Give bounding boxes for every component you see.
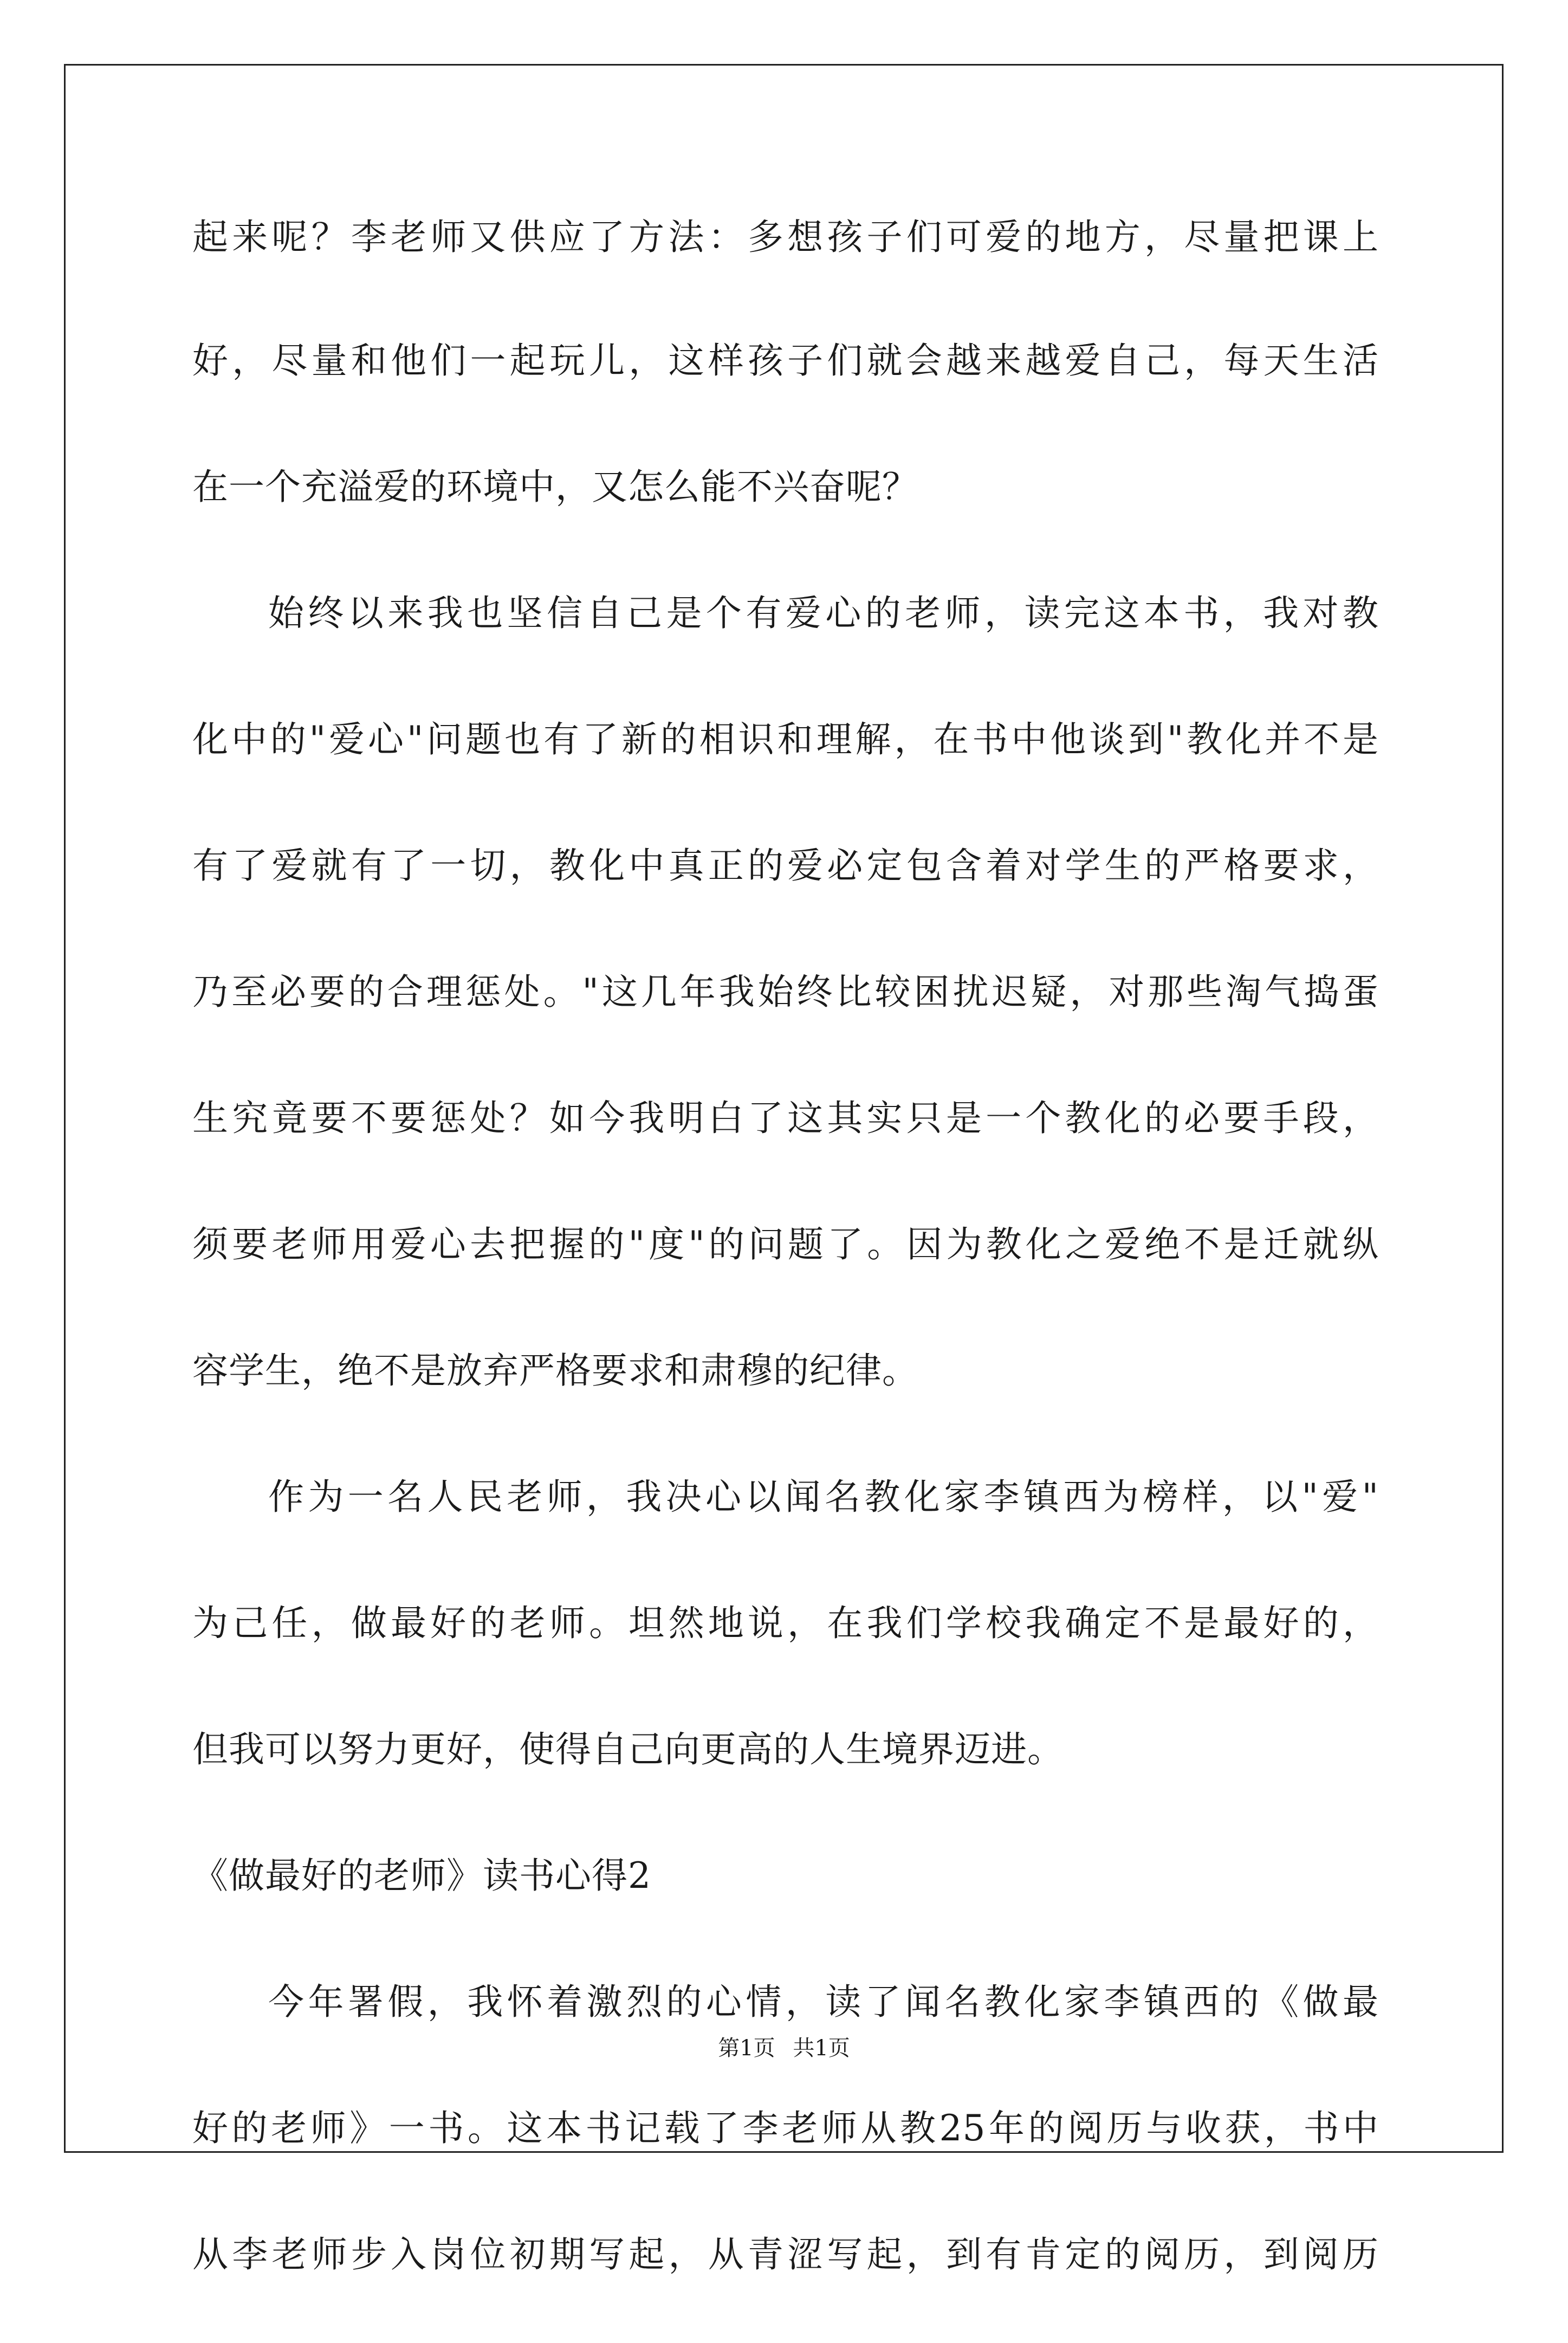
text-line: 在一个充溢爱的环境中，又怎么能不兴奋呢？	[192, 466, 918, 508]
text-line: 今年署假，我怀着激烈的心情，读了闻名教化家李镇西的《做最	[268, 1981, 1379, 2023]
text-line: 容学生，绝不是放弃严格要求和肃穆的纪律。	[192, 1350, 918, 1391]
text-line: 但我可以努力更好，使得自己向更高的人生境界迈进。	[192, 1729, 1064, 1770]
text-line: 须要老师用爱心去把握的"度"的问题了。因为教化之爱绝不是迁就纵	[192, 1224, 1379, 1265]
page-footer	[0, 2031, 1568, 2062]
section-heading: 《做最好的老师》读书心得2	[192, 1855, 651, 1897]
page-total: 共1页	[793, 2036, 850, 2061]
document-body	[192, 199, 1379, 2343]
text-line: 始终以来我也坚信自己是个有爱心的老师，读完这本书，我对教	[268, 592, 1379, 634]
text-line: 作为一名人民老师，我决心以闻名教化家李镇西为榜样，以"爱"	[268, 1476, 1379, 1518]
text-line: 有了爱就有了一切，教化中真正的爱必定包含着对学生的严格要求，	[192, 845, 1379, 886]
text-line: 乃至必要的合理惩处。"这几年我始终比较困扰迟疑，对那些淘气捣蛋	[192, 971, 1379, 1013]
text-line: 生究竟要不要惩处？如今我明白了这其实只是一个教化的必要手段，	[192, 1097, 1379, 1139]
text-line: 从李老师步入岗位初期写起，从青涩写起，到有肯定的阅历，到阅历	[192, 2234, 1379, 2275]
text-line: 为己任，做最好的老师。坦然地说，在我们学校我确定不是最好的，	[192, 1602, 1379, 1644]
text-line: 起来呢？李老师又供应了方法：多想孩子们可爱的地方，尽量把课上	[192, 216, 1379, 258]
text-line: 化中的"爱心"问题也有了新的相识和理解，在书中他谈到"教化并不是	[192, 719, 1379, 760]
text-line: 好的老师》一书。这本书记载了李老师从教25年的阅历与收获，书中	[192, 2107, 1379, 2149]
text-line: 好，尽量和他们一起玩儿，这样孩子们就会越来越爱自己，每天生活	[192, 340, 1379, 381]
page-number: 第1页	[718, 2036, 775, 2061]
